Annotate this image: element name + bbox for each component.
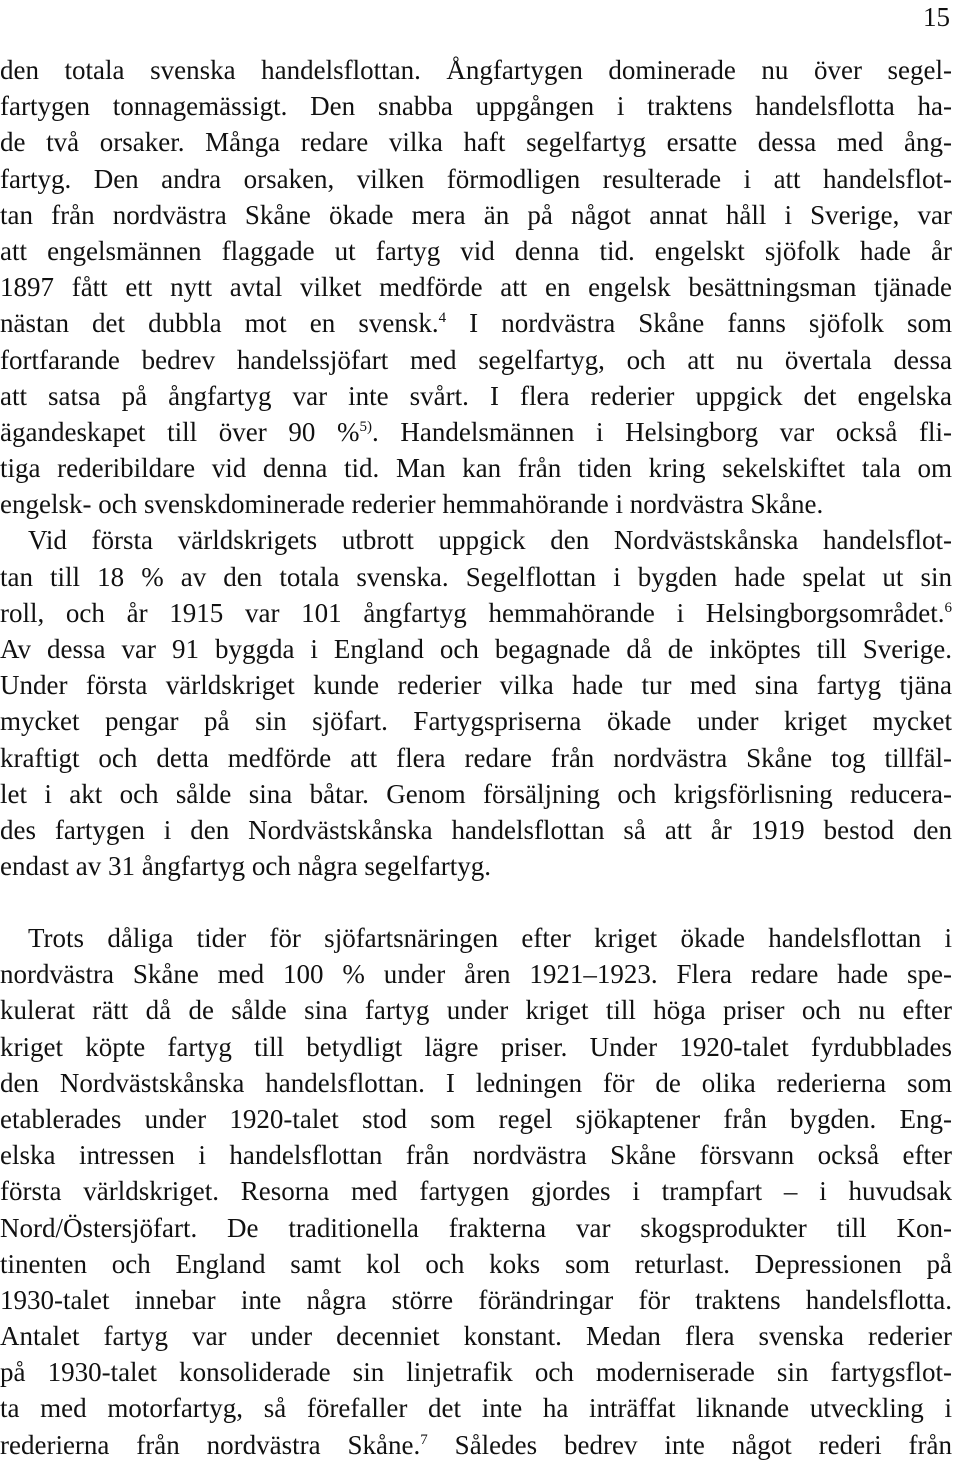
text-line xyxy=(0,631,952,667)
line-text: nordvästra Skåne med 100 % under åren 1921–1923. Flera redare hade spe- xyxy=(0,959,952,990)
text-line xyxy=(0,703,952,739)
footnote-marker: 4 xyxy=(438,310,447,327)
line-text: Under första världskriget kunde rederier vilka hade tur med sina fartyg tjäna xyxy=(0,670,952,701)
text-line xyxy=(0,848,952,884)
text-line xyxy=(0,1029,952,1065)
line-text: på 1930-talet konsoliderade sin linjetrafik och moderniserade sin fartygsflot- xyxy=(0,1357,952,1388)
line-text: att satsa på ångfartyg var inte svårt. I flera rederier uppgick det engelska xyxy=(0,380,952,411)
line-text: rederierna från nordvästra Skåne. xyxy=(0,1429,421,1460)
line-text: roll, och år 1915 var 101 ångfartyg hemmahörande i Helsingborgsområdet. xyxy=(0,597,945,628)
line-text: engelsk- och svenskdominerade rederier hemmahörande i nordvästra Skåne. xyxy=(0,489,824,520)
text-line xyxy=(0,305,952,341)
text-line xyxy=(0,920,952,956)
line-text: ägandeskapet till över 90 % xyxy=(0,416,360,447)
text-line xyxy=(0,414,952,450)
line-text: elska intressen i handelsflottan från nordvästra Skåne försvann också efter xyxy=(0,1140,952,1171)
paragraph xyxy=(0,522,952,884)
line-text: den totala svenska handelsflottan. Ångfartygen dominerade nu över segel- xyxy=(0,55,952,85)
line-text: endast av 31 ångfartyg och några segelfartyg. xyxy=(0,851,492,882)
footnote-marker: 6 xyxy=(944,599,952,616)
text-line xyxy=(0,233,952,269)
text-block-lower xyxy=(0,920,952,1463)
line-text: let i akt och sålde sina båtar. Genom försäljning och krigsförlisning reducera- xyxy=(0,778,952,809)
line-text: etablerades under 1920-talet stod som regel sjökaptener från bygden. Eng- xyxy=(0,1103,952,1134)
line-text: tan från nordvästra Skåne ökade mera än på något annat håll i Sverige, var xyxy=(0,199,952,230)
text-line xyxy=(0,88,952,124)
text-line xyxy=(0,1427,952,1463)
text-block-upper xyxy=(0,52,952,884)
text-line xyxy=(0,956,952,992)
text-line xyxy=(0,559,952,595)
line-text: den Nordvästskånska handelsflottan. I ledningen för de olika rederierna som xyxy=(0,1067,952,1098)
text-line xyxy=(0,269,952,305)
line-text: fartygen tonnagemässigt. Den snabba uppgången i traktens handelsflotta ha- xyxy=(0,91,952,122)
line-text: tiga rederibildare vid denna tid. Man kan från tiden kring sekelskiftet tala om xyxy=(0,453,952,484)
line-text-continued: . Handelsmännen i Helsingborg var också fli- xyxy=(371,416,952,447)
text-line xyxy=(0,342,952,378)
text-line xyxy=(0,1137,952,1173)
text-line xyxy=(0,776,952,812)
line-text: fortfarande bedrev handelssjöfart med segelfartyg, och att nu övertala dessa xyxy=(0,344,952,375)
text-line xyxy=(0,522,952,558)
page-number: 15 xyxy=(923,2,950,32)
text-line xyxy=(0,1390,952,1426)
footnote-marker: 5) xyxy=(359,418,372,435)
text-line xyxy=(0,992,952,1028)
text-line xyxy=(0,1210,952,1246)
text-line xyxy=(0,667,952,703)
text-line xyxy=(0,197,952,233)
line-text: första världskriget. Resorna med fartygen gjordes i trampfart – i huvudsak xyxy=(0,1176,952,1207)
line-text: Av dessa var 91 byggda i England och begagnade då de inköptes till Sverige. xyxy=(0,634,952,664)
line-text: 1897 fått ett nytt avtal vilket medförde att en engelsk besättningsman tjänade xyxy=(0,272,952,303)
text-line xyxy=(0,52,952,88)
text-line xyxy=(0,1354,952,1390)
line-text: kraftigt och detta medförde att flera redare från nordvästra Skåne tog tillfäl- xyxy=(0,742,952,773)
text-line xyxy=(0,378,952,414)
text-line xyxy=(0,812,952,848)
text-line xyxy=(0,161,952,197)
line-text: des fartygen i den Nordvästskånska handelsflottan så att år 1919 bestod den xyxy=(0,814,952,845)
text-line xyxy=(0,1101,952,1137)
text-line xyxy=(0,1318,952,1354)
text-line xyxy=(0,740,952,776)
line-text: 1930-talet innebar inte några större förändringar för traktens handelsflotta. xyxy=(0,1284,952,1315)
text-line xyxy=(0,595,952,631)
line-text: tinenten och England samt kol och koks som returlast. Depressionen på xyxy=(0,1248,952,1279)
line-text: Antalet fartyg var under decenniet konstant. Medan flera svenska rederier xyxy=(0,1321,952,1352)
text-line xyxy=(0,1065,952,1101)
text-line xyxy=(0,1246,952,1282)
line-text: kulerat rätt då de sålde sina fartyg under kriget till höga priser och nu efter xyxy=(0,995,952,1026)
text-line xyxy=(0,124,952,160)
footnote-marker: 7 xyxy=(420,1431,428,1448)
text-line xyxy=(0,1173,952,1209)
line-text: kriget köpte fartyg till betydligt lägre priser. Under 1920-talet fyrdubblades xyxy=(0,1031,952,1062)
line-text: tan till 18 % av den totala svenska. Segelflottan i bygden hade spelat ut sin xyxy=(0,561,952,592)
line-text-continued: I nordvästra Skåne fanns sjöfolk som xyxy=(446,308,952,339)
line-text-continued: Således bedrev inte något rederi från xyxy=(427,1429,953,1460)
text-line xyxy=(0,486,952,522)
line-text: de två orsaker. Många redare vilka haft segelfartyg ersatte dessa med ång- xyxy=(0,127,952,158)
line-text: fartyg. Den andra orsaken, vilken förmodligen resulterade i att handelsflot- xyxy=(0,163,952,194)
line-text: ta med motorfartyg, så förefaller det inte ha inträffat liknande utveckling i xyxy=(0,1393,952,1424)
line-text: att engelsmännen flaggade ut fartyg vid denna tid. engelskt sjöfolk hade år xyxy=(0,235,952,266)
line-text: mycket pengar på sin sjöfart. Fartygspriserna ökade under kriget mycket xyxy=(0,706,952,737)
line-text: nästan det dubbla mot en svensk. xyxy=(0,308,439,339)
paragraph xyxy=(0,52,952,522)
text-line xyxy=(0,1282,952,1318)
text-line xyxy=(0,450,952,486)
line-text: Vid första världskrigets utbrott uppgick den Nordvästskånska handelsflot- xyxy=(28,525,952,556)
line-text: Nord/Östersjöfart. De traditionella frakterna var skogsprodukter till Kon- xyxy=(0,1212,952,1243)
line-text: Trots dåliga tider för sjöfartsnäringen efter kriget ökade handelsflottan i xyxy=(28,923,952,953)
paragraph xyxy=(0,920,952,1463)
